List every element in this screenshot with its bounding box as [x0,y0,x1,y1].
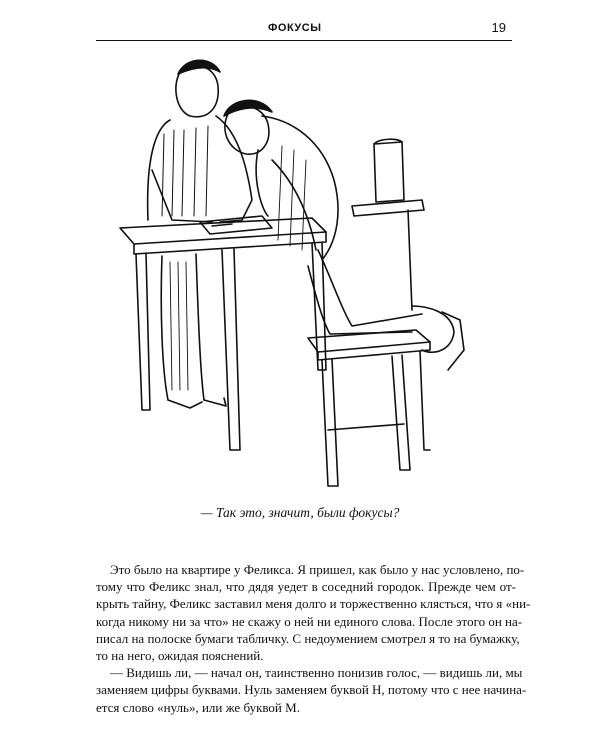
text-line: Это было на квартире у Феликса. Я пришел, как было у нас условлено, по- [110,562,525,577]
text-line: ется слово «нуль», или же буквой М. [96,699,300,715]
text-line: — Видишь ли, — начал он, таинственно понизив голос, — видишь ли, мы [110,665,523,681]
paragraph-2 [96,664,527,716]
text-line: крыть тайну, Феликс заставил меня долго и торжественно клясться, что я «ни- [96,596,531,612]
illustration-two-boys-at-table [112,50,472,490]
text-line: когда никому ни за что» не скажу о ней ни единого слова. После этого он на- [96,613,523,629]
body-text [96,561,531,716]
page-number: 19 [491,20,506,35]
running-head [96,20,512,41]
section-title: ФОКУСЫ [268,22,322,34]
paragraph-1 [96,561,531,664]
text-line: то на него, ожидая пояснений. [96,648,264,664]
text-line: тому что Феликс знал, что дядя уедет в соседний городок. Прежде чем от- [96,579,516,595]
illustration-caption: — Так это, значит, были фокусы? [200,505,400,520]
text-line: заменяем цифры буквами. Нуль заменяем буквой Н, потому что с нее начина- [96,682,527,698]
text-line: писал на полоске бумаги табличку. С недоумением смотрел я то на бумажку, [96,630,520,646]
